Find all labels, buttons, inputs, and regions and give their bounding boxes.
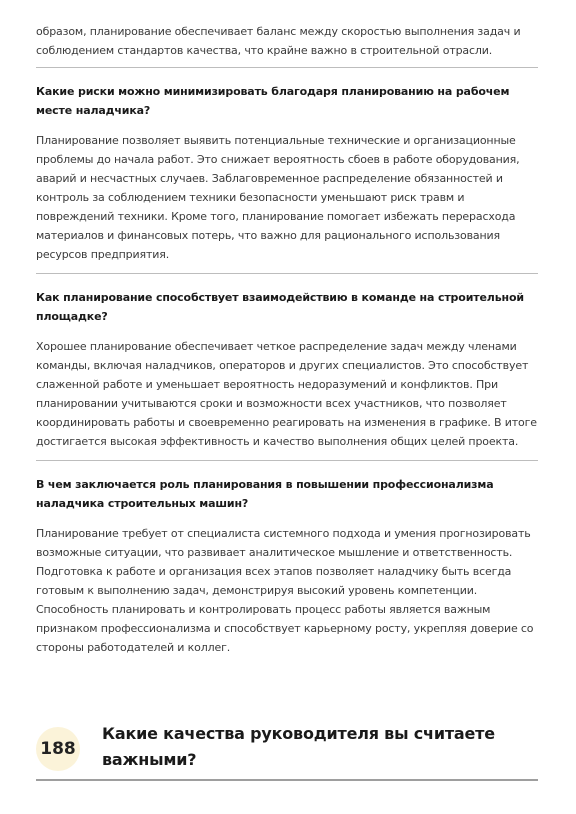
chapter-number-badge: 188 (36, 727, 80, 771)
document-page (36, 22, 538, 666)
question-heading: В чем заключается роль планирования в повышении профессионализма наладчика строительных машин? (36, 478, 494, 510)
question-heading: Как планирование способствует взаимодействию в команде на строительной площадке? (36, 291, 524, 323)
chapter-divider (36, 779, 538, 781)
qa-item (36, 274, 538, 461)
qa-item (36, 461, 538, 657)
chapter-heading-row (36, 721, 538, 773)
chapter-title: Какие качества руководителя вы считаете важными? (102, 724, 495, 769)
answer-paragraph: Хорошее планирование обеспечивает четкое распределение задач между членами команды, включая наладчиков, операторов и других специалистов. Это способствует слаженной работе и уменьшает вероятность недоразумений и конфликтов. При планировании учитываются сроки и возможности всех участников, что позволяет координировать работы и своевременно реагировать на изменения в графике. В итоге достигается высокая эффективность и качество выполнения общих целей проекта. (36, 340, 537, 448)
question-heading: Какие риски можно минимизировать благодаря планированию на рабочем месте наладчика? (36, 85, 510, 117)
chapter-header (36, 721, 538, 781)
qa-item (36, 68, 538, 274)
answer-paragraph: Планирование позволяет выявить потенциальные технические и организационные проблемы до начала работ. Это снижает вероятность сбоев в работе оборудования, аварий и несчастных случаев. Заблаговременное распределение обязанностей и контроль за соблюдением техники безопасности уменьшают риск травм и повреждений техники. Кроме того, планирование помогает избежать перерасхода материалов и финансовых потерь, что важно для рационального использования ресурсов предприятия. (36, 134, 520, 261)
answer-paragraph: Планирование требует от специалиста системного подхода и умения прогнозировать возможные ситуации, что развивает аналитическое мышление и ответственность. Подготовка к работе и организация всех этапов позволяет наладчику быть всегда готовым к выполнению задач, демонстрируя высокий уровень компетенции. Способность планировать и контролировать процесс работы является важным признаком профессионализма и способствует карьерному росту, укрепляя доверие со стороны работодателей и коллег. (36, 527, 534, 654)
intro-paragraph: образом, планирование обеспечивает баланс между скоростью выполнения задач и соблюдением стандартов качества, что крайне важно в строительной отрасли. (36, 25, 521, 57)
